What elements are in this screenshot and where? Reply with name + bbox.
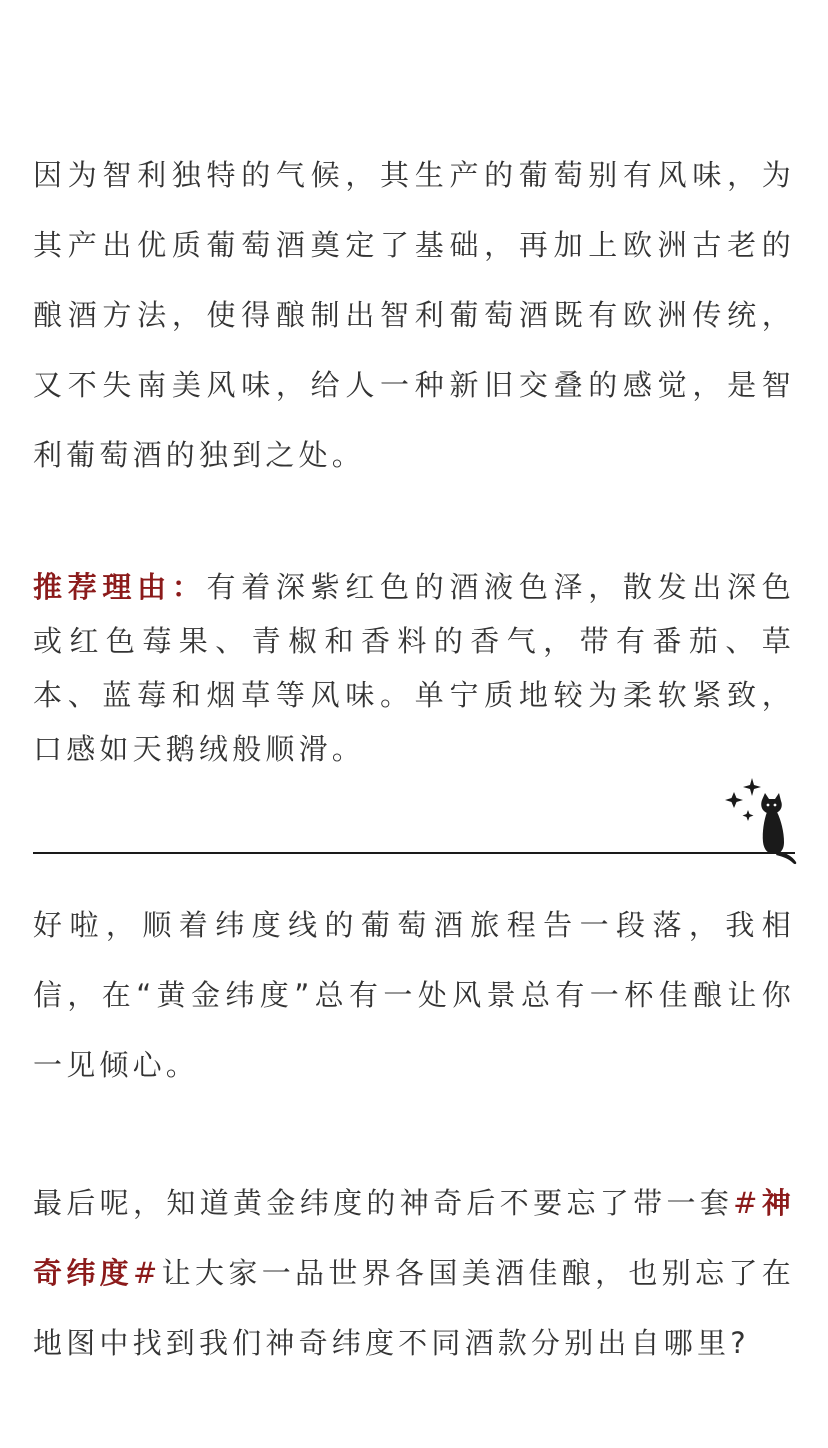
paragraph-closing bbox=[33, 1168, 795, 1378]
closing-text-before: 最后呢，知道黄金纬度的神奇后不要忘了带一套 bbox=[33, 1186, 734, 1220]
section-divider bbox=[33, 852, 795, 854]
hashtag-close: # bbox=[133, 1256, 162, 1290]
hashtag-label: 神奇纬度 bbox=[33, 1186, 795, 1290]
recommend-text: 有着深紫红色的酒液色泽，散发出深色或红色莓果、青椒和香料的香气，带有番茄、草本、蓝莓和烟草等风味。单宁质地较为柔软紧致，口感如天鹅绒般顺滑。 bbox=[33, 570, 795, 766]
closing-text-after: 让大家一品世界各国美酒佳酿，也别忘了在地图中找到我们神奇纬度不同酒款分别出自哪里? bbox=[33, 1256, 795, 1360]
paragraph-conclusion: 好啦，顺着纬度线的葡萄酒旅程告一段落，我相信，在“黄金纬度”总有一处风景总有一杯佳酿让你一见倾心。 bbox=[33, 908, 795, 1082]
paragraph-climate: 因为智利独特的气候，其生产的葡萄别有风味，为其产出优质葡萄酒奠定了基础，再加上欧洲古老的酿酒方法，使得酿制出智利葡萄酒既有欧洲传统，又不失南美风味，给人一种新旧交叠的感觉，是智利葡萄酒的独到之处。 bbox=[33, 158, 795, 472]
recommend-label: 推荐理由： bbox=[33, 570, 207, 604]
cat-with-stars-icon bbox=[718, 776, 798, 868]
hashtag-open: # bbox=[733, 1186, 762, 1220]
paragraph-recommendation bbox=[33, 560, 795, 776]
